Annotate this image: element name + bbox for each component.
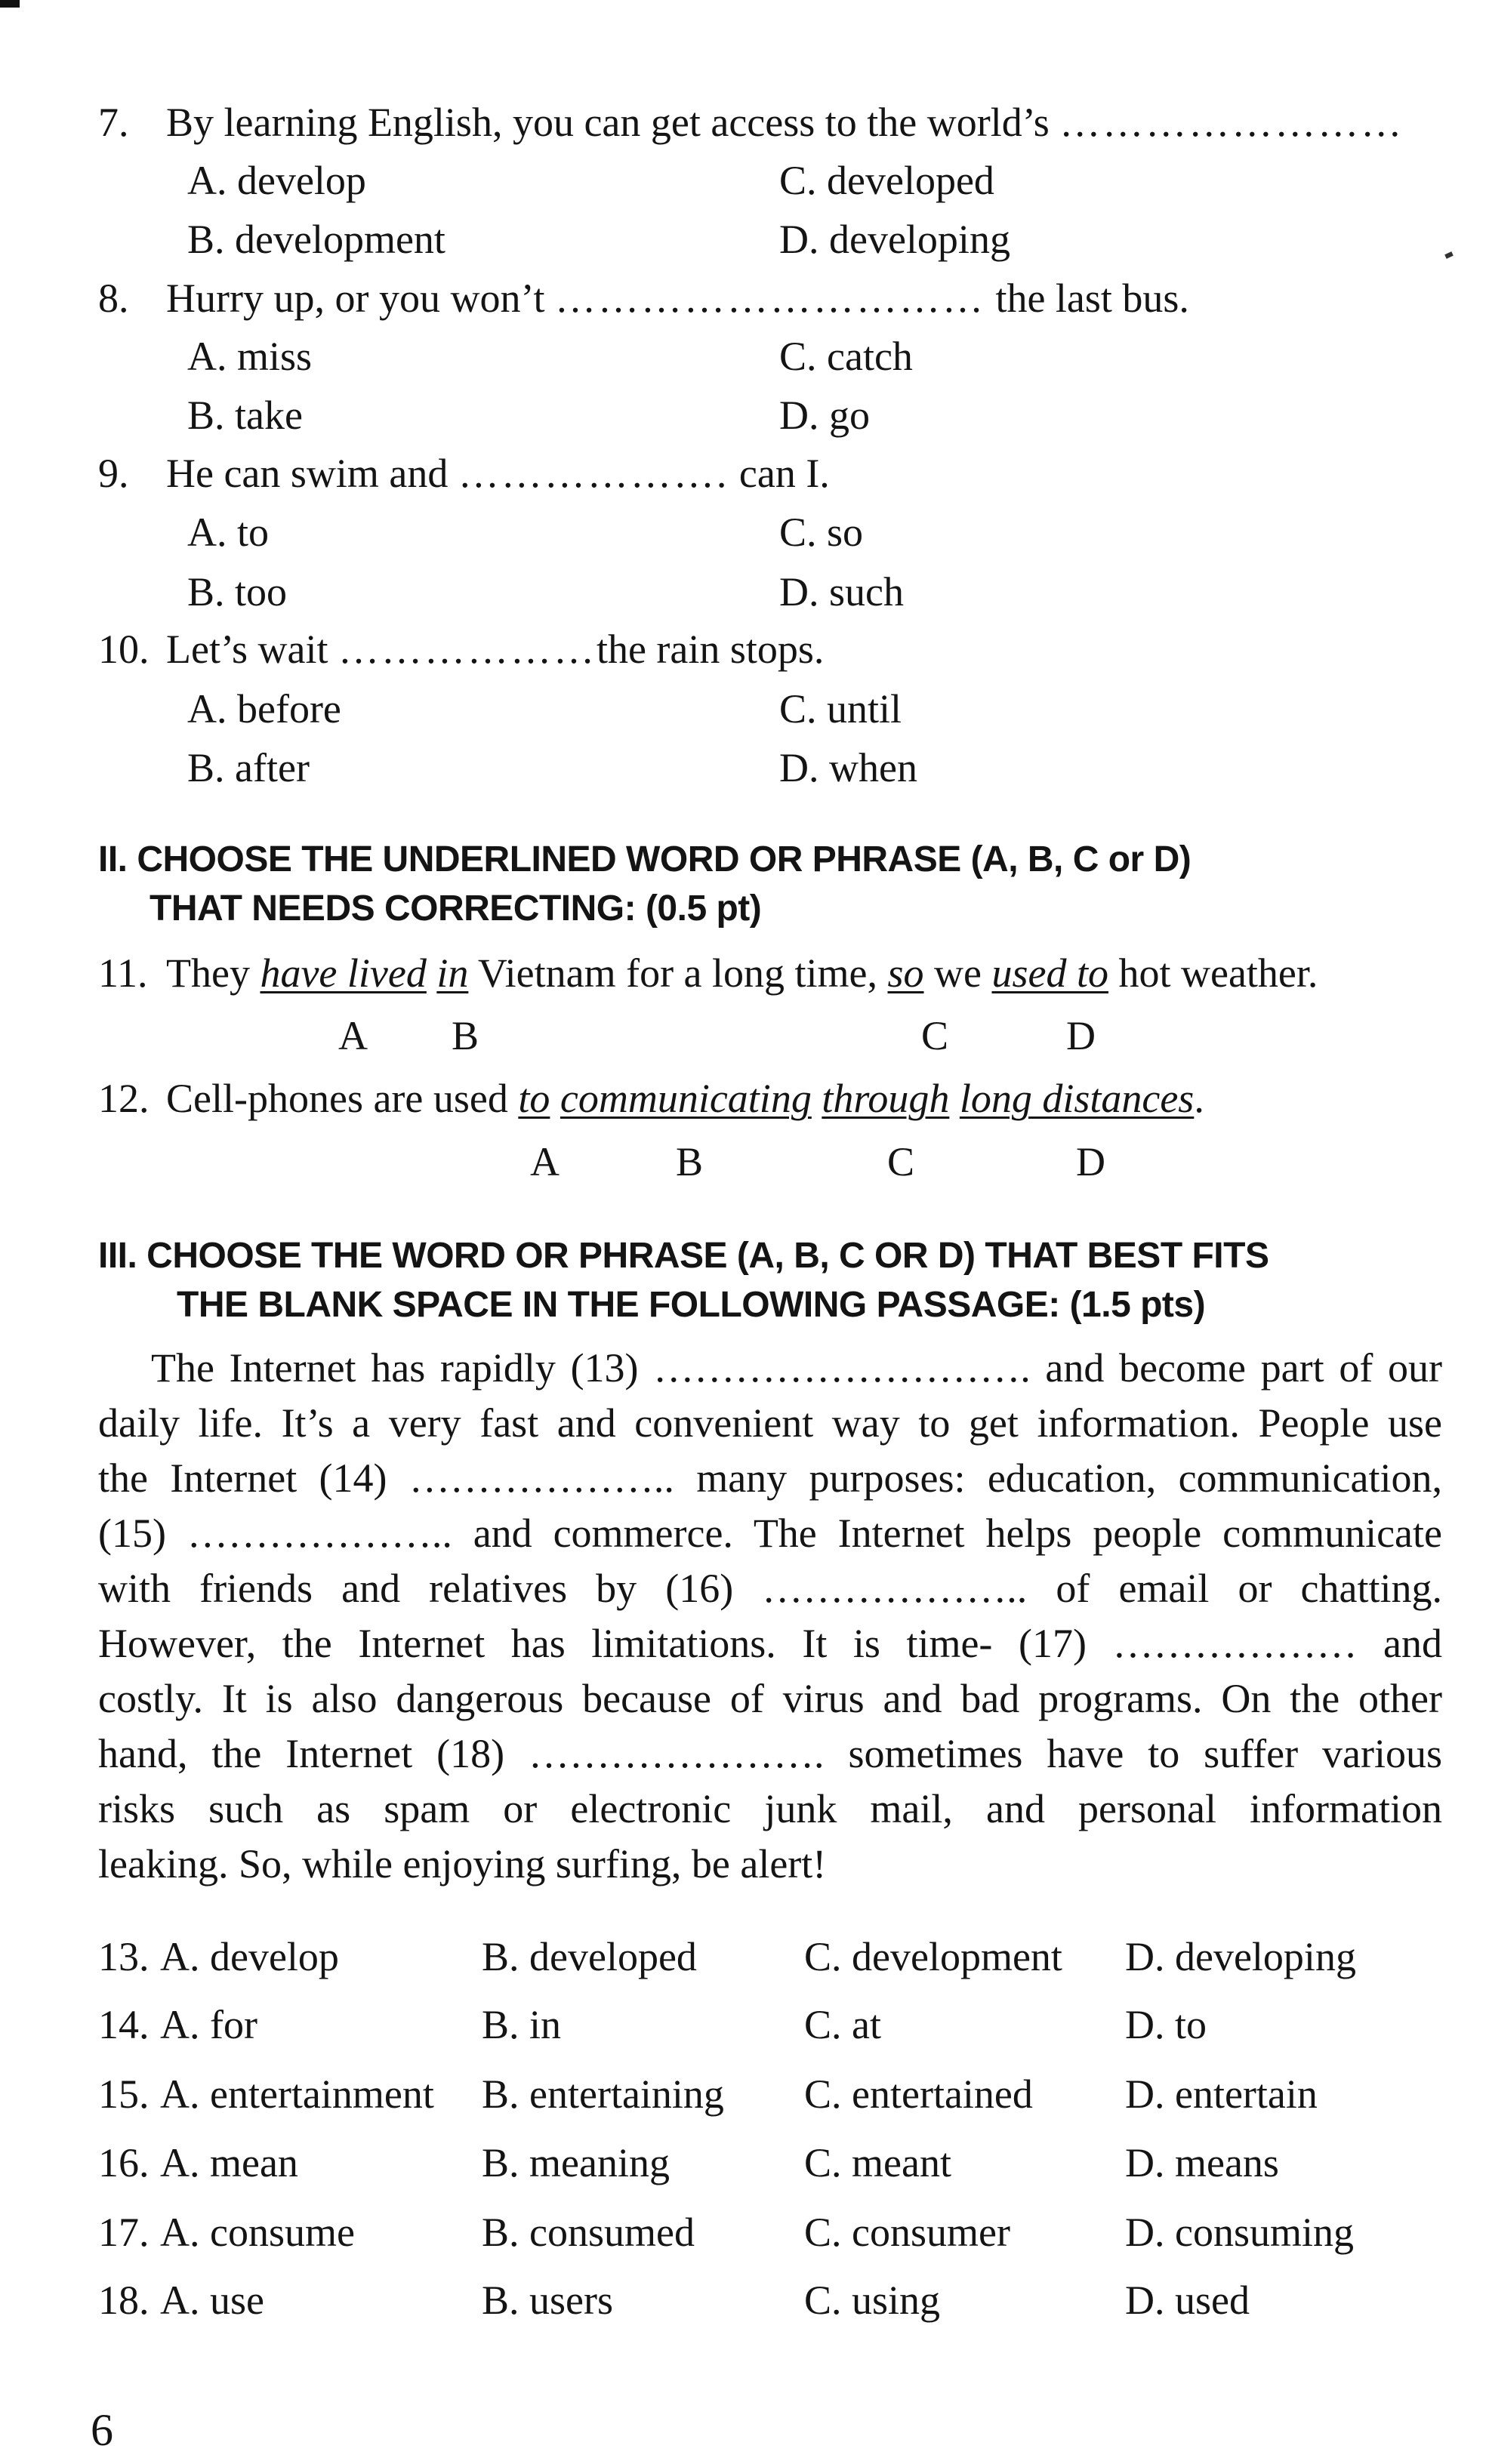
- option-a: A. to: [187, 510, 269, 555]
- option-b: B. after: [187, 745, 310, 790]
- option-a: A. before: [187, 686, 341, 732]
- option-c: C. meant: [804, 2140, 951, 2185]
- question-9: [98, 453, 830, 494]
- row-number: 16.: [98, 2140, 150, 2185]
- option-b: B. too: [187, 569, 288, 614]
- underlined-option-a: have lived: [260, 950, 427, 996]
- passage-line: costly. It is also dangerous because of virus and bad programs. On the other: [98, 1676, 1442, 1721]
- option-c: C. catch: [779, 334, 913, 379]
- question-number: 12.: [98, 1076, 150, 1121]
- blank-dots: …………………………: [554, 276, 985, 321]
- answer-row-15: [98, 2071, 1457, 2119]
- option-a: A. entertainment: [160, 2071, 434, 2117]
- blank-dots: ……………….: [458, 451, 729, 496]
- passage-line: with friends and relatives by (16) ……………….. of email or chatting.: [98, 1566, 1442, 1611]
- question-stem-end: the last bus.: [995, 276, 1189, 321]
- passage-line: hand, the Internet (18) …………………. sometimes have to suffer various: [98, 1731, 1442, 1776]
- option-c: C. developed: [779, 158, 994, 203]
- option-b: B. meaning: [482, 2140, 670, 2185]
- option-d: D. consuming: [1125, 2210, 1354, 2255]
- section-2-heading: II. CHOOSE THE UNDERLINED WORD OR PHRASE (A, B, C or D): [98, 839, 1192, 879]
- option-b: B. in: [482, 2002, 562, 2047]
- option-b: B. consumed: [482, 2210, 695, 2255]
- passage-line: risks such as spam or electronic junk mail, and personal information: [98, 1786, 1442, 1831]
- page-number: 6: [91, 2405, 113, 2455]
- option-a: A. miss: [187, 334, 313, 379]
- row-number: 13.: [98, 1934, 150, 1979]
- option-letter-d: D: [1066, 1013, 1096, 1058]
- question-11: [98, 950, 1318, 996]
- question-12: [98, 1078, 1204, 1119]
- option-letter-c: C: [887, 1139, 915, 1184]
- sentence-text: [550, 1076, 560, 1121]
- row-number: 17.: [98, 2210, 150, 2255]
- option-c: C. development: [804, 1934, 1062, 1979]
- option-b: B. entertaining: [482, 2071, 724, 2117]
- answer-row-16: [98, 2142, 1457, 2188]
- option-a: A. mean: [160, 2140, 298, 2185]
- option-b: B. developed: [482, 1934, 697, 1979]
- passage-line: the Internet (14) ……………….. many purposes: education, communication,: [98, 1455, 1442, 1501]
- sentence-text: They: [166, 950, 260, 996]
- passage-line: daily life. It’s a very fast and convenient way to get information. People use: [98, 1400, 1442, 1446]
- blank-dots: ……………………: [1059, 100, 1404, 145]
- option-b: B. users: [482, 2278, 613, 2323]
- option-b: B. development: [187, 217, 445, 262]
- underlined-option-c: so: [887, 950, 924, 996]
- blank-dots: ………………: [338, 627, 597, 672]
- passage-line: leaking. So, while enjoying surfing, be alert!: [98, 1841, 827, 1886]
- option-letter-d: D: [1076, 1139, 1105, 1184]
- question-8: [98, 278, 1189, 319]
- sentence-text: hot weather.: [1108, 950, 1318, 996]
- passage-line: However, the Internet has limitations. It is time- (17) ……………… and: [98, 1621, 1442, 1666]
- option-a: A. develop: [187, 158, 366, 203]
- option-a: A. use: [160, 2278, 264, 2323]
- option-d: D. when: [779, 745, 917, 790]
- option-c: C. so: [779, 510, 864, 555]
- underlined-option-a: to: [518, 1076, 550, 1121]
- section-3-heading-cont: THE BLANK SPACE IN THE FOLLOWING PASSAGE: (1.5 pts): [177, 1285, 1206, 1325]
- answer-row-14: [98, 2004, 1457, 2050]
- sentence-text: Vietnam for a long time,: [468, 950, 888, 996]
- option-d: D. such: [779, 569, 904, 614]
- underlined-option-c: through: [822, 1076, 950, 1121]
- question-stem: Let’s wait: [166, 627, 328, 672]
- option-d: D. go: [779, 393, 870, 438]
- passage-line: The Internet has rapidly (13) ………………………. and become part of our: [151, 1345, 1442, 1391]
- option-d: D. used: [1125, 2278, 1250, 2323]
- question-stem-end: can I.: [738, 451, 830, 496]
- option-d: D. to: [1125, 2002, 1207, 2047]
- question-number: 11.: [98, 950, 148, 996]
- question-number: 7.: [98, 100, 129, 145]
- sentence-text: [812, 1076, 822, 1121]
- underlined-option-b: communicating: [560, 1076, 812, 1121]
- option-c: C. using: [804, 2278, 941, 2323]
- option-c: C. entertained: [804, 2071, 1033, 2117]
- option-b: B. take: [187, 393, 303, 438]
- answer-row-17: [98, 2212, 1457, 2257]
- section-2-heading-cont: THAT NEEDS CORRECTING: (0.5 pt): [150, 889, 762, 929]
- sentence-text: .: [1194, 1076, 1204, 1121]
- row-number: 18.: [98, 2278, 150, 2323]
- option-letter-b: B: [452, 1013, 479, 1058]
- answer-row-18: [98, 2280, 1457, 2325]
- option-a: A. consume: [160, 2210, 355, 2255]
- sentence-text: [427, 950, 437, 996]
- question-stem: By learning English, you can get access to the world’s: [166, 100, 1050, 145]
- option-a: A. for: [160, 2002, 257, 2047]
- sentence-text: Cell-phones are used: [166, 1076, 519, 1121]
- section-3-heading: III. CHOOSE THE WORD OR PHRASE (A, B, C OR D) THAT BEST FITS: [98, 1236, 1269, 1276]
- question-7: [98, 102, 1404, 143]
- option-a: A. develop: [160, 1934, 339, 1979]
- question-stem: Hurry up, or you won’t: [166, 276, 545, 321]
- option-letter-c: C: [921, 1013, 949, 1058]
- option-d: D. developing: [1125, 1934, 1356, 1979]
- underlined-option-d: used to: [991, 950, 1108, 996]
- question-number: 10.: [98, 627, 150, 672]
- sentence-text: [949, 1076, 960, 1121]
- option-letter-b: B: [676, 1139, 704, 1184]
- question-10: [98, 629, 824, 670]
- question-number: 8.: [98, 276, 129, 321]
- row-number: 14.: [98, 2002, 150, 2047]
- question-number: 9.: [98, 451, 129, 496]
- row-number: 15.: [98, 2071, 150, 2117]
- option-d: D. developing: [779, 217, 1010, 262]
- passage-line: (15) ……………….. and commerce. The Internet helps people communicate: [98, 1511, 1442, 1556]
- option-c: C. consumer: [804, 2210, 1010, 2255]
- sentence-text: we: [923, 950, 992, 996]
- option-c: C. at: [804, 2002, 881, 2047]
- option-c: C. until: [779, 686, 902, 732]
- option-letter-a: A: [338, 1013, 368, 1058]
- question-stem: He can swim and: [166, 451, 449, 496]
- underlined-option-b: in: [436, 950, 469, 996]
- option-letter-a: A: [530, 1139, 560, 1184]
- option-d: D. entertain: [1125, 2071, 1318, 2117]
- question-stem-end: the rain stops.: [596, 627, 825, 672]
- answer-row-13: [98, 1936, 1457, 1982]
- underlined-option-d: long distances: [959, 1076, 1195, 1121]
- option-d: D. means: [1125, 2140, 1279, 2185]
